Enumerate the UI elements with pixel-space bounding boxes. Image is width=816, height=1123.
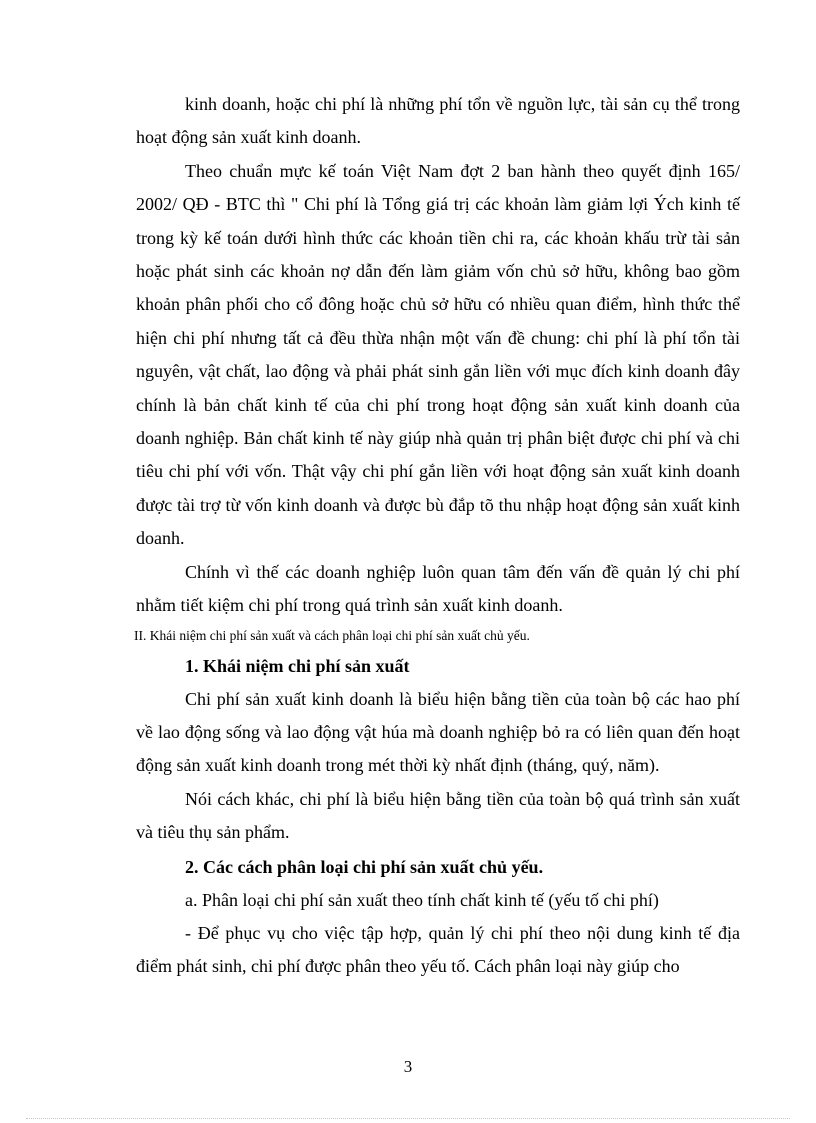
paragraph-classification-a: a. Phân loại chi phí sản xuất theo tính chất kinh tế (yếu tố chi phí) [185,889,659,910]
paragraph-continuation: kinh doanh, hoặc chi phí là những phí tổn về nguồn lực, tài sản cụ thể trong hoạt động sản xuất kinh doanh. [136,94,740,148]
section-heading: II. Khái niệm chi phí sản xuất và cách phân loại chi phí sản xuất chủ yếu. [134,627,530,643]
page-number: 3 [403,1057,413,1076]
subheading-classification: 2. Các cách phân loại chi phí sản xuất chủ yếu. [185,856,544,877]
paragraph-classification-detail: - Để phục vụ cho việc tập hợp, quản lý chi phí theo nội dung kinh tế địa điểm phát sinh, chi phí được phân theo yếu tố. Cách phân loại này giúp cho [136,922,740,977]
page-bottom-border [26,1118,790,1119]
paragraph-definition: Chi phí sản xuất kinh doanh là biểu hiện bằng tiền của toàn bộ các hao phí về lao động sống và lao động vật húa mà doanh nghiệp bỏ ra có liên quan đến hoạt động sản xuất kinh doanh trong mét thời kỳ nhất định (tháng, quý, năm). [136,688,740,776]
subheading-definition: 1. Khái niệm chi phí sản xuất [185,655,410,676]
document-body [136,88,740,984]
paragraph-cost-management: Chính vì thế các doanh nghiệp luôn quan tâm đến vấn đề quản lý chi phí nhằm tiết kiệm chi phí trong quá trình sản xuất kinh doanh. [136,561,740,616]
paragraph-accounting-standard: Theo chuẩn mực kế toán Việt Nam đợt 2 ban hành theo quyết định 165/ 2002/ QĐ - BTC thì " Chi phí là Tổng giá trị các khoản làm giảm lợi Ých kinh tế trong kỳ kế toán dưới hình thức các khoản tiền chi ra, các khoản khấu trừ tài sản hoặc phát sinh các khoản nợ dẫn đến làm giảm vốn chủ sở hữu, không bao gồm khoản phân phối cho cổ đông hoặc chủ sở hữu có nhiều quan điểm, hình thức thể hiện chi phí nhưng tất cả đều thừa nhận một vấn đề chung: chi phí là phí tổn tài nguyên, vật chất, lao động và phải phát sinh gắn liền với mục đích kinh doanh đây chính là bản chất kinh tế của chi phí trong hoạt động sản xuất kinh doanh của doanh nghiệp. Bản chất kinh tế này giúp nhà quản trị phân biệt được chi phí và chi tiêu chi phí với vốn. Thật vậy chi phí gắn liền với hoạt động sản xuất kinh doanh được tài trợ từ vốn kinh doanh và được bù đắp tõ thu nhập hoạt động sản xuất kinh doanh. [136,160,740,549]
paragraph-other-words: Nói cách khác, chi phí là biểu hiện bằng tiền của toàn bộ quá trình sản xuất và tiêu thụ sản phẩm. [136,788,740,843]
